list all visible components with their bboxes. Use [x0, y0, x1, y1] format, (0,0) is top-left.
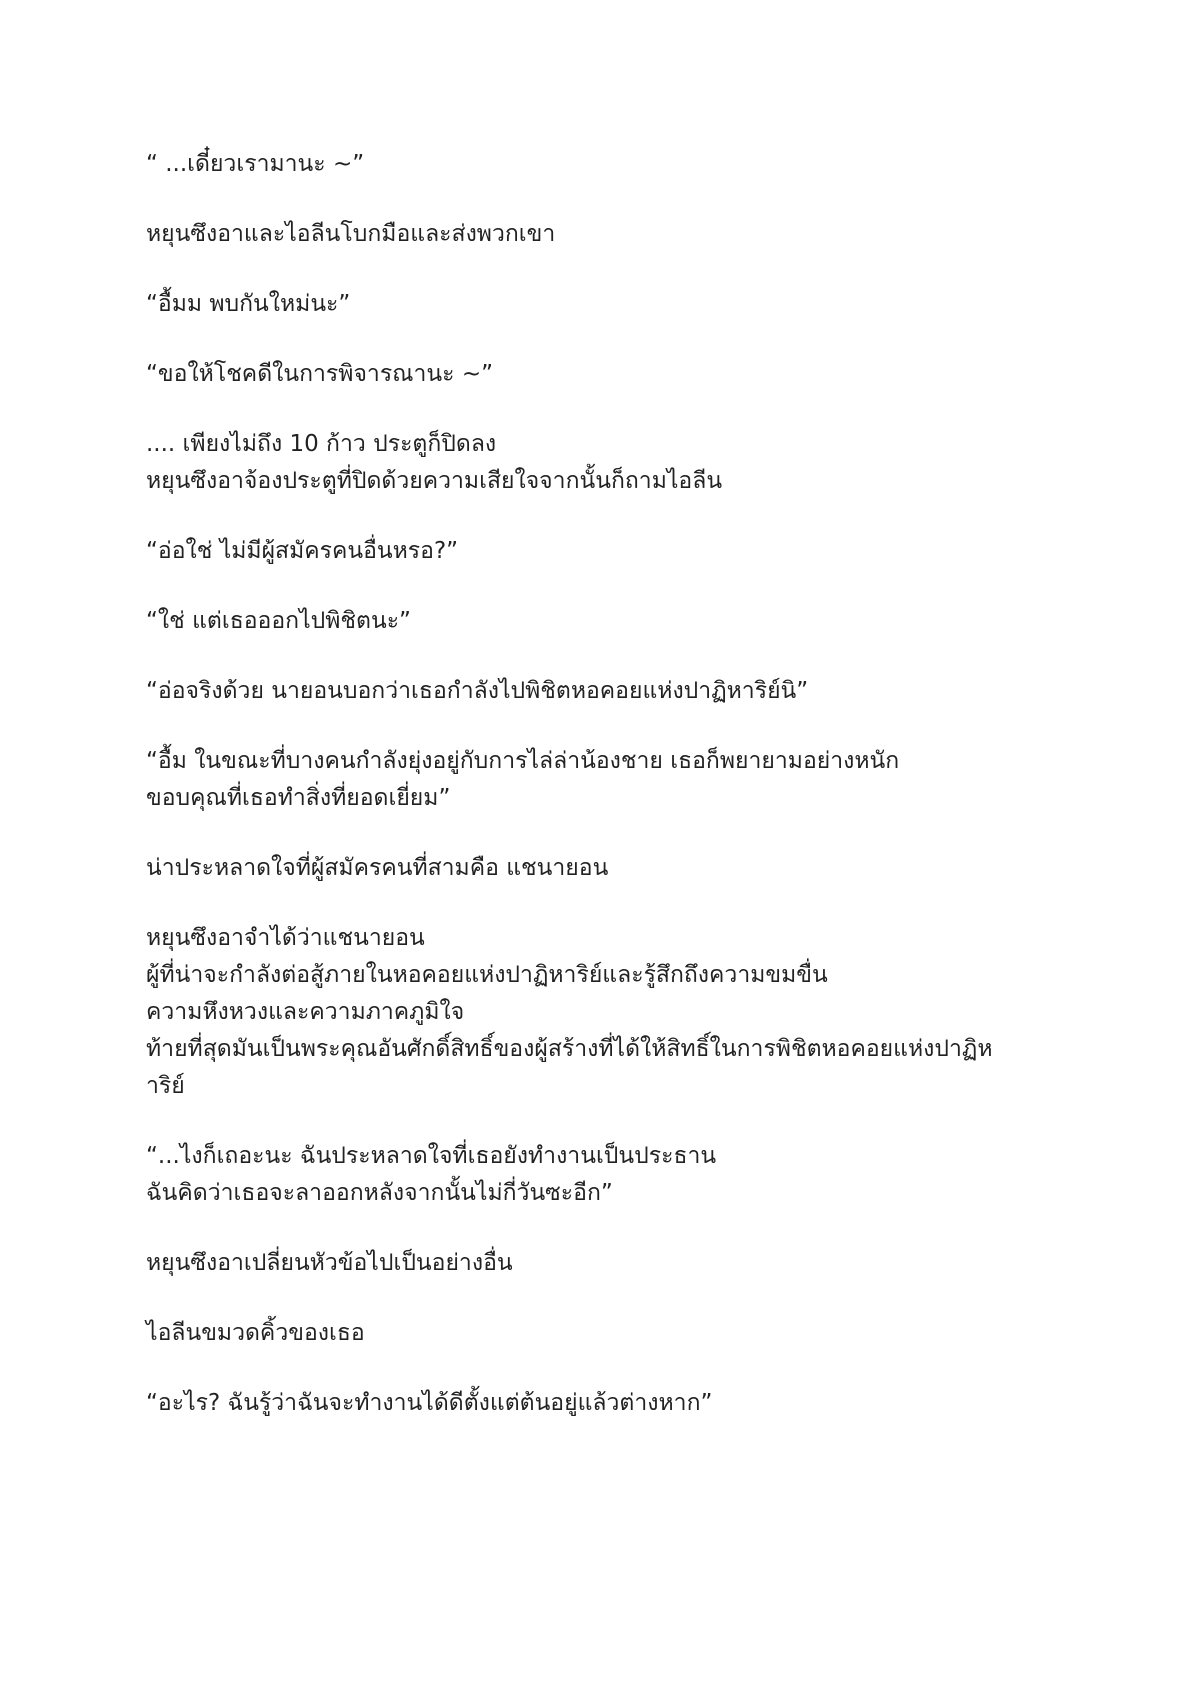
text-line: “ขอให้โชคดีในการพิจารณานะ ~” — [146, 361, 494, 387]
paragraph — [146, 673, 1076, 710]
paragraph — [146, 1385, 1076, 1422]
paragraph — [146, 216, 1076, 253]
paragraph — [146, 850, 1076, 887]
paragraph — [146, 356, 1076, 393]
paragraph — [146, 146, 1076, 183]
text-line: ท้ายที่สุดมันเป็นพระคุณอันศักดิ์สิทธิ์ของผู้สร้างที่ได้ให้สิทธิ์ในการพิชิตหอคอยแห่งปาฏิห — [146, 1036, 993, 1062]
paragraph — [146, 426, 1076, 500]
text-line: “ ...เดี๋ยวเรามานะ ~” — [146, 151, 365, 177]
text-line: หยุนซึงอาและไอลีนโบกมือและส่งพวกเขา — [146, 221, 556, 247]
text-line: น่าประหลาดใจที่ผู้สมัครคนที่สามคือ แชนายอน — [146, 855, 609, 881]
paragraph — [146, 603, 1076, 640]
paragraph — [146, 1315, 1076, 1352]
text-line: ความหึงหวงและความภาคภูมิใจ — [146, 999, 465, 1025]
paragraph — [146, 1138, 1076, 1212]
text-line: “อ่อจริงด้วย นายอนบอกว่าเธอกำลังไปพิชิตหอคอยแห่งปาฏิหาริย์นิ” — [146, 678, 809, 704]
text-line: “อื้มม พบกันใหม่นะ” — [146, 291, 351, 317]
text-line: หยุนซึงอาเปลี่ยนหัวข้อไปเป็นอย่างอื่น — [146, 1250, 513, 1276]
text-line: าริย์ — [146, 1073, 185, 1099]
text-line: “อ่อใช่ ไม่มีผู้สมัครคนอื่นหรอ?” — [146, 538, 459, 564]
text-line: “ใช่ แต่เธอออกไปพิชิตนะ” — [146, 608, 411, 634]
document-body — [146, 146, 1076, 1455]
text-line: “...ไงก็เถอะนะ ฉันประหลาดใจที่เธอยังทำงานเป็นประธาน — [146, 1143, 717, 1169]
paragraph — [146, 1245, 1076, 1282]
paragraph — [146, 920, 1076, 1105]
text-line: “อะไร? ฉันรู้ว่าฉันจะทำงานได้ดีตั้งแต่ต้นอยู่แล้วต่างหาก” — [146, 1390, 713, 1416]
text-line: หยุนซึงอาจ้องประตูที่ปิดด้วยความเสียใจจากนั้นก็ถามไอลีน — [146, 468, 723, 494]
text-line: หยุนซึงอาจำได้ว่าแชนายอน — [146, 925, 425, 951]
text-line: “อื้ม ในขณะที่บางคนกำลังยุ่งอยู่กับการไล่ล่าน้องชาย เธอก็พยายามอย่างหนัก — [146, 748, 900, 774]
paragraph — [146, 533, 1076, 570]
text-line: ฉันคิดว่าเธอจะลาออกหลังจากนั้นไม่กี่วันซะอีก” — [146, 1180, 613, 1206]
text-line: ขอบคุณที่เธอทำสิ่งที่ยอดเยี่ยม” — [146, 785, 451, 811]
paragraph — [146, 286, 1076, 323]
text-line: ไอลีนขมวดคิ้วของเธอ — [146, 1320, 365, 1346]
text-line: ผู้ที่น่าจะกำลังต่อสู้ภายในหอคอยแห่งปาฏิหาริย์และรู้สึกถึงความขมขื่น — [146, 962, 828, 988]
text-line: .... เพียงไม่ถึง 10 ก้าว ประตูก็ปิดลง — [146, 431, 497, 457]
paragraph — [146, 743, 1076, 817]
